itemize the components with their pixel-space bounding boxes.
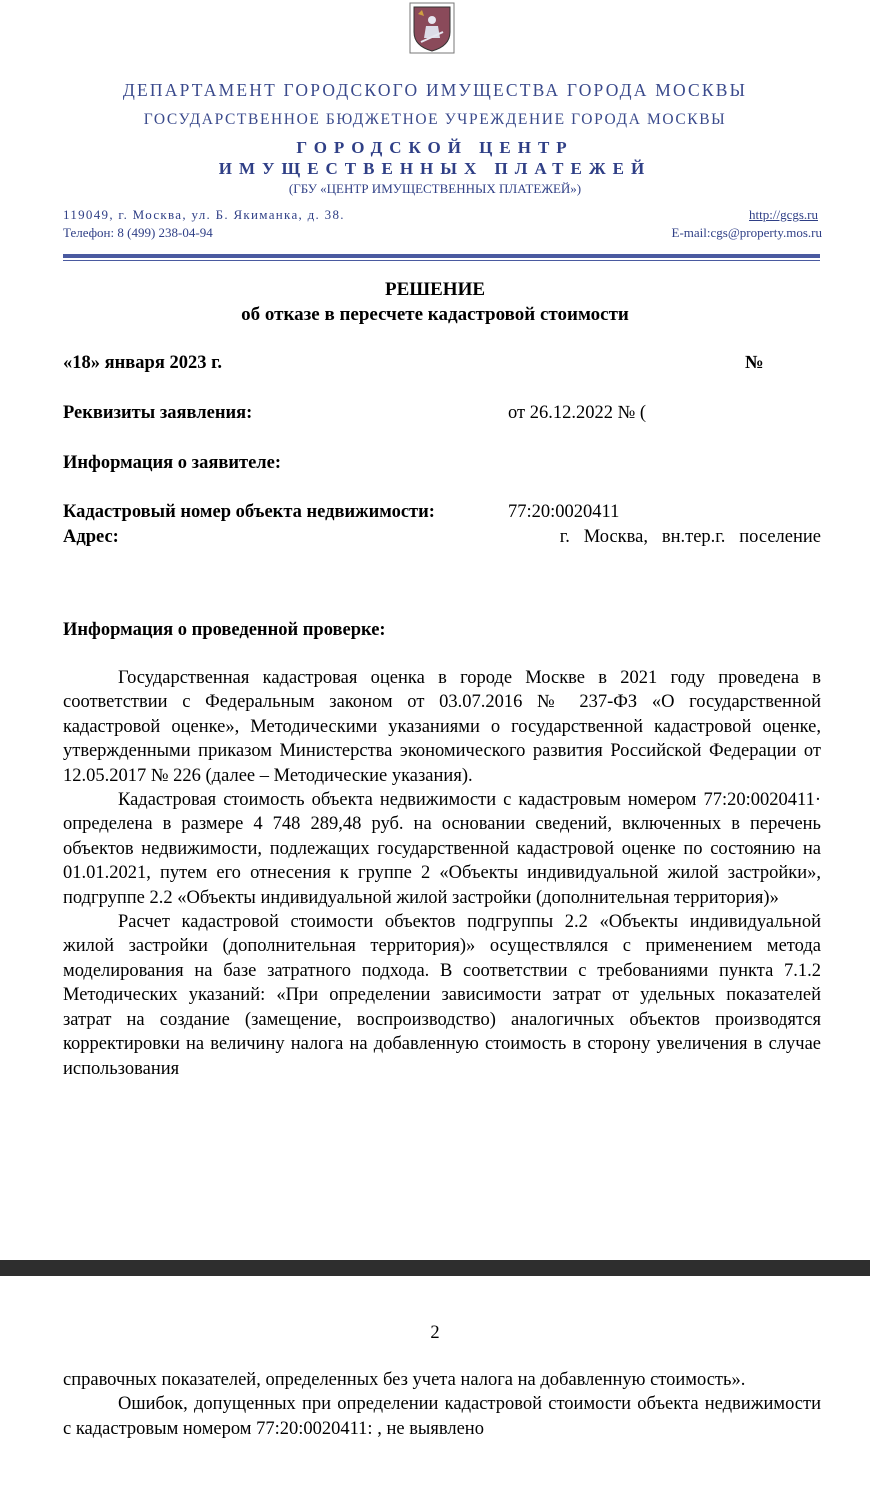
institution-name: ГОСУДАРСТВЕННОЕ БЮДЖЕТНОЕ УЧРЕЖДЕНИЕ ГОРОДА МОСКВЫ xyxy=(143,111,727,128)
requisites-label: Реквизиты заявления: xyxy=(63,403,253,423)
paragraph: Расчет кадастровой стоимости объектов подгруппы 2.2 «Объекты индивидуальной жилой застройки (дополнительная территория)» осуществлялся с применением метода моделирования на базе затратного подхода. В соответствии с требованиями пункта 7.1.2 Методических указаний: «При определении зависимости затрат от удельных показателей затрат на создание (замещение, воспроизводство) аналогичных объектов производятся корректировки на величину налога на добавленную стоимость в сторону увеличения в случае использования xyxy=(63,912,821,1079)
page-break xyxy=(0,1260,870,1276)
page-number: 2 xyxy=(430,1323,440,1343)
requisites-value: от 26.12.2022 № ( xyxy=(508,403,647,423)
cadastral-number-label: Кадастровый номер объекта недвижимости: xyxy=(63,502,435,522)
cadastral-number-value: 77:20:0020411 xyxy=(508,502,620,522)
body-text xyxy=(63,666,821,1081)
org-address: 119049, г. Москва, ул. Б. Якиманка, д. 38. xyxy=(63,207,345,222)
applicant-label: Информация о заявителе: xyxy=(63,453,282,473)
decision-number-label: № xyxy=(745,353,764,373)
short-name: (ГБУ «ЦЕНТР ИМУЩЕСТВЕННЫХ ПЛАТЕЖЕЙ») xyxy=(288,181,582,196)
department-name: ДЕПАРТАМЕНТ ГОРОДСКОГО ИМУЩЕСТВА ГОРОДА МОСКВЫ xyxy=(122,80,748,100)
check-info-label: Информация о проведенной проверке: xyxy=(63,620,386,640)
center-name-line1: ГОРОДСКОЙ ЦЕНТР xyxy=(296,138,574,157)
moscow-coat-of-arms-icon xyxy=(409,2,455,54)
address-label: Адрес: xyxy=(63,527,119,547)
document-title: РЕШЕНИЕ xyxy=(384,279,486,300)
document-subtitle: об отказе в пересчете кадастровой стоимости xyxy=(241,304,629,325)
paragraph: Кадастровая стоимость объекта недвижимости с кадастровым номером 77:20:0020411· определена в размере 4 748 289,48 руб. на основании сведений, включенных в перечень объектов недвижимости, подлежащих государственной кадастровой оценке по состоянию на 01.01.2021, путем его отнесения к группе 2 «Объекты индивидуальной жилой застройки», подгруппе 2.2 «Объекты индивидуальной жилой застройки (дополнительная территория)» xyxy=(63,790,821,908)
address-value: г. Москва, вн.тер.г. поселение xyxy=(559,527,821,547)
page2-body-text xyxy=(63,1368,821,1441)
paragraph: справочных показателей, определенных без учета налога на добавленную стоимость». xyxy=(63,1370,746,1390)
org-phone: Телефон: 8 (499) 238-04-94 xyxy=(63,225,213,240)
website-link[interactable]: http://gcgs.ru xyxy=(749,207,818,222)
paragraph: Государственная кадастровая оценка в городе Москве в 2021 году проведена в соответствии с Федеральным законом от 03.07.2016 № 237-ФЗ «О государственной кадастровой оценке», Методическими указаниями о государственной кадастровой оценке, утвержденными приказом Министерства экономического развития Российской Федерации от 12.05.2017 № 226 (далее – Методические указания). xyxy=(63,668,821,786)
header-divider-thin xyxy=(63,260,820,261)
paragraph: Ошибок, допущенных при определении кадастровой стоимости объекта недвижимости с кадастровым номером 77:20:0020411: , не выявлено xyxy=(63,1394,821,1439)
decision-date: «18» января 2023 г. xyxy=(63,353,223,373)
header-divider xyxy=(63,254,820,258)
center-name-line2: ИМУЩЕСТВЕННЫХ ПЛАТЕЖЕЙ xyxy=(218,159,652,178)
email-address[interactable]: E-mail:cgs@property.mos.ru xyxy=(671,225,822,240)
